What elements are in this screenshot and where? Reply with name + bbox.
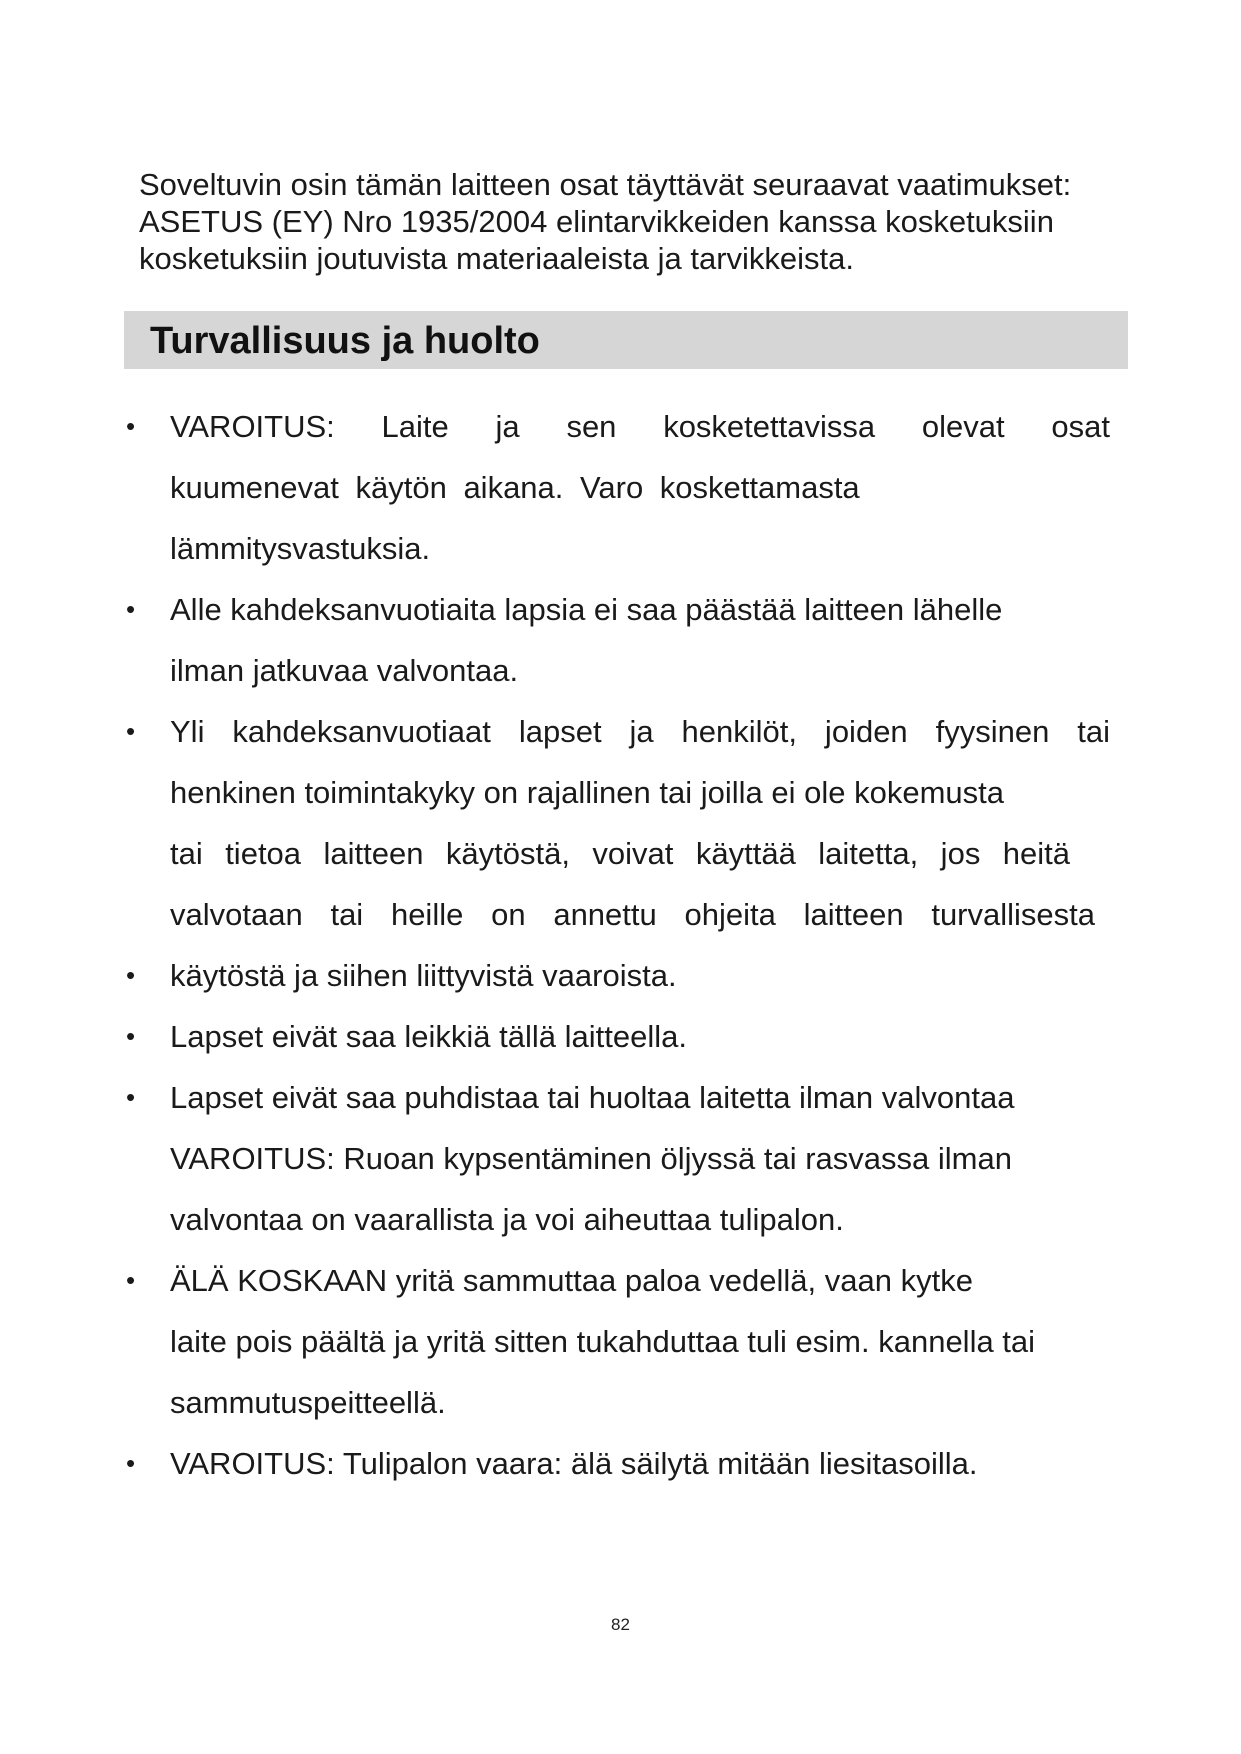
list-item-line: Lapset eivät saa puhdistaa tai huoltaa laitetta ilman valvontaa xyxy=(170,1080,1015,1115)
list-item-line: henkinen toimintakyky on rajallinen tai joilla ei ole kokemusta xyxy=(170,775,1005,810)
bullet-icon: • xyxy=(126,1082,136,1112)
page-number: 82 xyxy=(611,1615,630,1634)
list-item-line: valvotaan tai heille on annettu ohjeita laitteen turvallisesta xyxy=(170,897,1095,932)
list-item-line: Yli kahdeksanvuotiaat lapset ja henkilöt, joiden fyysinen tai xyxy=(170,714,1110,749)
list-item-line: käytöstä ja siihen liittyvistä vaaroista. xyxy=(170,958,677,993)
intro-line: Soveltuvin osin tämän laitteen osat täyttävät seuraavat vaatimukset: xyxy=(139,167,1072,202)
list-item xyxy=(124,1006,1124,1067)
list-item-line: VAROITUS: Ruoan kypsentäminen öljyssä tai rasvassa ilman xyxy=(170,1141,1012,1176)
list-item-line: Alle kahdeksanvuotiaita lapsia ei saa päästää laitteen lähelle xyxy=(170,592,1003,627)
bullet-icon: • xyxy=(126,1021,136,1051)
intro-line: ASETUS (EY) Nro 1935/2004 elintarvikkeiden kanssa kosketuksiin xyxy=(139,204,1054,239)
safety-list xyxy=(124,396,1124,1494)
section-title: Turvallisuus ja huolto xyxy=(150,320,540,362)
list-item xyxy=(124,945,1124,1006)
list-item xyxy=(124,1433,1124,1494)
list-item-line: tai tietoa laitteen käytöstä, voivat käyttää laitetta, jos heitä xyxy=(170,836,1070,871)
bullet-icon: • xyxy=(126,716,136,746)
list-item-line: kuumenevat käytön aikana. Varo koskettamasta xyxy=(170,470,860,505)
intro-paragraph xyxy=(139,166,1129,277)
section-header-bar xyxy=(124,311,1128,369)
list-item xyxy=(124,701,1124,945)
bullet-icon: • xyxy=(126,1448,136,1478)
list-item xyxy=(124,1067,1124,1250)
bullet-icon: • xyxy=(126,1265,136,1295)
list-item-line: ÄLÄ KOSKAAN yritä sammuttaa paloa vedellä, vaan kytke xyxy=(170,1263,973,1298)
list-item-line: sammutuspeitteellä. xyxy=(170,1385,446,1420)
bullet-icon: • xyxy=(126,411,136,441)
list-item-line: laite pois päältä ja yritä sitten tukahduttaa tuli esim. kannella tai xyxy=(170,1324,1036,1359)
list-item-line: lämmitysvastuksia. xyxy=(170,531,431,566)
bullet-icon: • xyxy=(126,594,136,624)
list-item-line: VAROITUS: Laite ja sen kosketettavissa olevat osat xyxy=(170,409,1110,444)
list-item xyxy=(124,1250,1124,1433)
intro-line: kosketuksiin joutuvista materiaaleista ja tarvikkeista. xyxy=(139,241,855,276)
list-item xyxy=(124,396,1124,579)
list-item xyxy=(124,579,1124,701)
list-item-line: Lapset eivät saa leikkiä tällä laitteella. xyxy=(170,1019,687,1054)
list-item-line: valvontaa on vaarallista ja voi aiheuttaa tulipalon. xyxy=(170,1202,844,1237)
bullet-icon: • xyxy=(126,960,136,990)
list-item-line: ilman jatkuvaa valvontaa. xyxy=(170,653,519,688)
list-item-line: VAROITUS: Tulipalon vaara: älä säilytä mitään liesitasoilla. xyxy=(170,1446,978,1481)
